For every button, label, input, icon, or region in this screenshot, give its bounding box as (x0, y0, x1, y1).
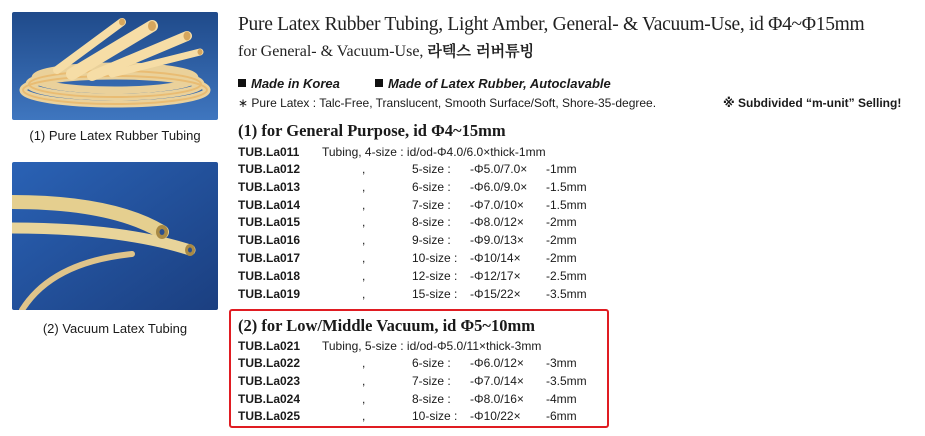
dimension-value: -Φ9.0/13× (470, 233, 524, 248)
dimension-value: -Φ7.0/10× (470, 197, 524, 212)
product-code: TUB.La018 (238, 268, 301, 283)
comma-separator: , (362, 373, 366, 388)
subtitle-english: for General- & Vacuum-Use, (238, 43, 424, 60)
comma-separator: , (362, 251, 366, 265)
page-subtitle (238, 40, 534, 61)
selling-note: ※ Subdivided “m-unit” Selling! (723, 96, 902, 110)
size-label: 10-size : (412, 409, 458, 424)
size-label: 6-size : (412, 179, 451, 194)
product-code: TUB.La024 (238, 391, 301, 406)
thickness-value: -1mm (546, 162, 577, 176)
comma-separator: , (362, 179, 366, 194)
thickness-value: -1.5mm (546, 197, 587, 212)
dimension-value: -Φ6.0/12× (470, 356, 524, 370)
comma-separator: , (362, 391, 366, 406)
feature-made-in (238, 76, 340, 91)
comma-separator: , (362, 197, 366, 212)
size-label: 12-size : (412, 268, 458, 283)
comma-separator: , (362, 162, 366, 176)
dimension-value: -Φ8.0/16× (470, 391, 524, 406)
size-label: 7-size : (412, 373, 451, 388)
product-spec: Tubing, 4-size : id/od-Φ4.0/6.0×thick-1mm (322, 145, 546, 159)
product-code: TUB.La021 (238, 339, 301, 353)
vacuum-photo-caption: (2) Vacuum Latex Tubing (42, 321, 188, 336)
general-tubing-photo (12, 12, 218, 120)
size-label: 6-size : (412, 356, 451, 370)
size-label: 15-size : (412, 286, 458, 301)
bullet-square-icon (238, 79, 246, 87)
feature-material (375, 76, 611, 91)
dimension-value: -Φ15/22× (470, 286, 521, 301)
product-code: TUB.La011 (238, 145, 300, 159)
comma-separator: , (362, 409, 366, 424)
dimension-value: -Φ8.0/12× (470, 215, 524, 230)
vacuum-heading: (2) for Low/Middle Vacuum, id Φ5~10mm (238, 316, 535, 335)
product-spec: Tubing, 5-size : id/od-Φ5.0/11×thick-3mm (322, 339, 542, 353)
thickness-value: -3.5mm (546, 286, 587, 301)
vacuum-tubing-photo (12, 162, 218, 310)
dimension-value: -Φ10/22× (470, 409, 521, 424)
thickness-value: -2mm (546, 233, 577, 248)
product-code: TUB.La019 (238, 286, 301, 301)
dimension-value: -Φ6.0/9.0× (470, 179, 528, 194)
product-code: TUB.La016 (238, 233, 301, 248)
comma-separator: , (362, 268, 366, 283)
feature-material-text: Made of Latex Rubber, Autoclavable (388, 76, 611, 91)
product-code: TUB.La023 (238, 373, 301, 388)
thickness-value: -3mm (546, 356, 577, 370)
size-label: 8-size : (412, 215, 451, 230)
thickness-value: -4mm (546, 391, 577, 406)
size-label: 9-size : (412, 233, 451, 248)
thickness-value: -2mm (546, 251, 577, 265)
general-photo-caption: (1) Pure Latex Rubber Tubing (29, 128, 201, 143)
product-code: TUB.La012 (238, 162, 301, 176)
thickness-value: -3.5mm (546, 373, 587, 388)
thickness-value: -2.5mm (546, 268, 587, 283)
material-description: ∗ Pure Latex : Talc-Free, Translucent, Smooth Surface/Soft, Shore-35-degree. (238, 96, 657, 110)
general-purpose-heading: (1) for General Purpose, id Φ4~15mm (238, 121, 506, 140)
product-code: TUB.La022 (238, 356, 301, 370)
subtitle-korean: 라텍스 러버튜빙 (427, 42, 535, 60)
bullet-square-icon (375, 79, 383, 87)
size-label: 7-size : (412, 197, 451, 212)
feature-made-in-text: Made in Korea (251, 76, 340, 91)
product-code: TUB.La025 (238, 409, 301, 424)
dimension-value: -Φ12/17× (470, 268, 521, 283)
page-title: Pure Latex Rubber Tubing, Light Amber, General- & Vacuum-Use, id Φ4~Φ15mm (238, 14, 865, 35)
dimension-value: -Φ10/14× (470, 251, 521, 265)
product-code: TUB.La014 (238, 197, 301, 212)
product-code: TUB.La015 (238, 215, 301, 230)
size-label: 10-size : (412, 251, 458, 265)
comma-separator: , (362, 286, 366, 301)
thickness-value: -1.5mm (546, 179, 587, 194)
thickness-value: -2mm (546, 215, 577, 230)
comma-separator: , (362, 215, 366, 230)
product-code: TUB.La017 (238, 251, 301, 265)
size-label: 5-size : (412, 162, 451, 176)
thickness-value: -6mm (546, 409, 577, 424)
comma-separator: , (362, 233, 366, 248)
dimension-value: -Φ5.0/7.0× (470, 162, 528, 176)
comma-separator: , (362, 356, 366, 370)
size-label: 8-size : (412, 391, 451, 406)
product-code: TUB.La013 (238, 179, 301, 194)
dimension-value: -Φ7.0/14× (470, 373, 524, 388)
